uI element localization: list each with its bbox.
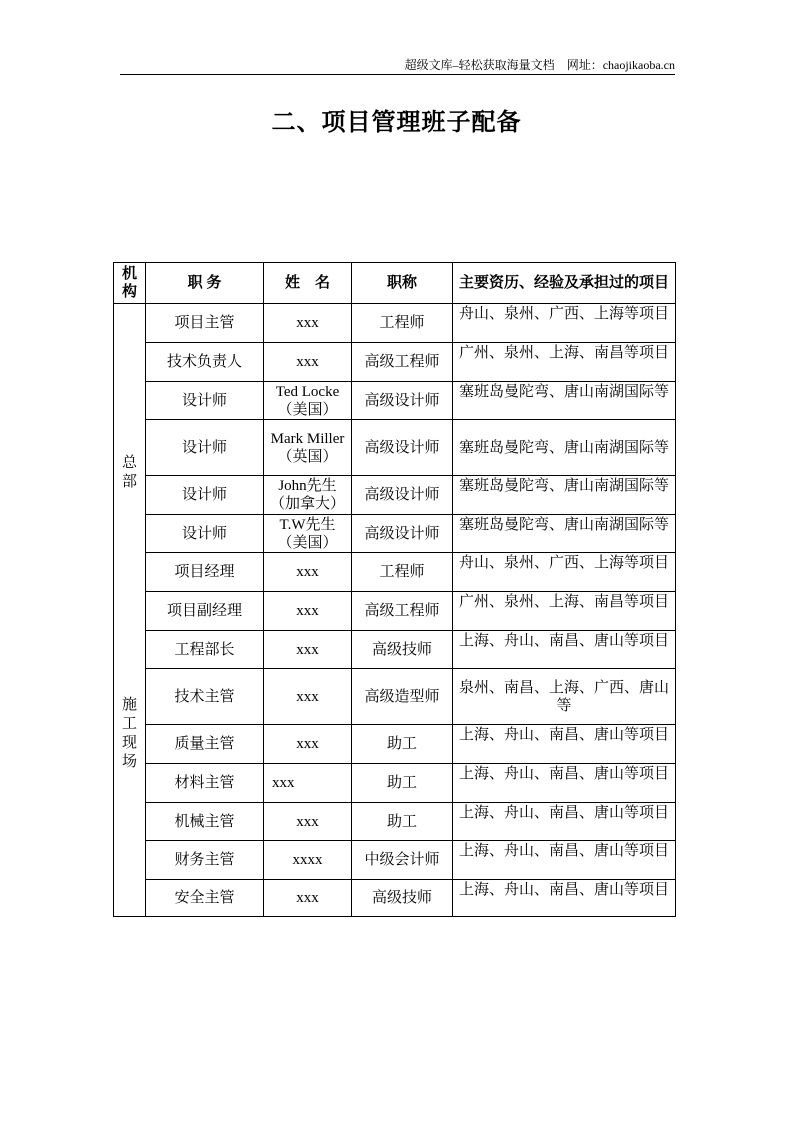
name-cell: xxxx	[264, 841, 352, 880]
title-cell: 高级设计师	[352, 420, 453, 476]
experience-cell: 舟山、泉州、广西、上海等项目	[453, 553, 676, 592]
experience-cell: 塞班岛曼陀弯、唐山南湖国际等	[453, 515, 676, 553]
experience-cell: 塞班岛曼陀弯、唐山南湖国际等	[453, 420, 676, 476]
table-row	[114, 592, 676, 631]
name-cell: xxx	[264, 553, 352, 592]
header-rule	[120, 74, 675, 75]
title-cell: 工程师	[352, 304, 453, 343]
title-cell: 高级造型师	[352, 669, 453, 725]
table-row	[114, 515, 676, 553]
header-url: 网址：chaojikaoba.cn	[566, 58, 675, 72]
title-cell: 助工	[352, 764, 453, 803]
table-row	[114, 880, 676, 917]
experience-cell: 塞班岛曼陀弯、唐山南湖国际等	[453, 382, 676, 420]
table-row	[114, 803, 676, 841]
role-cell: 安全主管	[146, 880, 264, 917]
name-cell: xxx	[264, 304, 352, 343]
table-row	[114, 764, 676, 803]
experience-cell: 上海、舟山、南昌、唐山等项目	[453, 725, 676, 764]
title-cell: 高级技师	[352, 631, 453, 669]
name-cell: T.W先生（美国）	[264, 515, 352, 553]
table-row	[114, 304, 676, 343]
name-cell: John先生（加拿大）	[264, 476, 352, 515]
col-header-title: 职称	[352, 263, 453, 304]
name-cell: xxx	[264, 631, 352, 669]
col-header-name: 姓 名	[264, 263, 352, 304]
title-cell: 高级工程师	[352, 343, 453, 382]
experience-cell: 泉州、南昌、上海、广西、唐山等	[453, 669, 676, 725]
title-cell: 助工	[352, 803, 453, 841]
role-cell: 设计师	[146, 476, 264, 515]
col-header-experience: 主要资历、经验及承担过的项目	[453, 263, 676, 304]
header-site: 超级文库–轻松获取海量文档	[404, 58, 555, 72]
experience-cell: 广州、泉州、上海、南昌等项目	[453, 592, 676, 631]
title-cell: 高级工程师	[352, 592, 453, 631]
role-cell: 设计师	[146, 515, 264, 553]
table-row	[114, 343, 676, 382]
title-cell: 中级会计师	[352, 841, 453, 880]
group-hq: 总部	[121, 455, 137, 490]
role-cell: 机械主管	[146, 803, 264, 841]
experience-cell: 上海、舟山、南昌、唐山等项目	[453, 631, 676, 669]
role-cell: 项目副经理	[146, 592, 264, 631]
table-row	[114, 669, 676, 725]
table-row	[114, 631, 676, 669]
table-row	[114, 382, 676, 420]
experience-cell: 上海、舟山、南昌、唐山等项目	[453, 764, 676, 803]
name-cell: xxx	[264, 592, 352, 631]
title-cell: 高级设计师	[352, 476, 453, 515]
role-cell: 项目经理	[146, 553, 264, 592]
title-cell: 高级设计师	[352, 382, 453, 420]
title-cell: 工程师	[352, 553, 453, 592]
experience-cell: 舟山、泉州、广西、上海等项目	[453, 304, 676, 343]
title-cell: 助工	[352, 725, 453, 764]
name-cell: xxx	[264, 803, 352, 841]
role-cell: 财务主管	[146, 841, 264, 880]
role-cell: 技术主管	[146, 669, 264, 725]
experience-cell: 上海、舟山、南昌、唐山等项目	[453, 803, 676, 841]
page-header	[120, 56, 675, 73]
name-cell: xxx	[264, 669, 352, 725]
experience-cell: 广州、泉州、上海、南昌等项目	[453, 343, 676, 382]
name-cell: xxx	[264, 725, 352, 764]
role-cell: 项目主管	[146, 304, 264, 343]
name-cell: xxx	[264, 764, 352, 803]
staff-table	[113, 262, 676, 917]
name-cell: xxx	[264, 343, 352, 382]
table-row	[114, 725, 676, 764]
role-cell: 设计师	[146, 382, 264, 420]
experience-cell: 上海、舟山、南昌、唐山等项目	[453, 880, 676, 917]
role-cell: 质量主管	[146, 725, 264, 764]
role-cell: 设计师	[146, 420, 264, 476]
role-cell: 材料主管	[146, 764, 264, 803]
table-row	[114, 553, 676, 592]
col-header-role: 职 务	[146, 263, 264, 304]
name-cell: Ted Locke（美国）	[264, 382, 352, 420]
page-title: 二、项目管理班子配备	[271, 108, 522, 136]
table-row	[114, 420, 676, 476]
title-cell: 高级技师	[352, 880, 453, 917]
table-row	[114, 841, 676, 880]
col-header-org: 机构	[114, 263, 146, 304]
role-cell: 工程部长	[146, 631, 264, 669]
role-cell: 技术负责人	[146, 343, 264, 382]
table-row	[114, 476, 676, 515]
title-cell: 高级设计师	[352, 515, 453, 553]
group-site: 施工现场	[121, 697, 137, 770]
org-cell	[114, 304, 146, 917]
experience-cell: 塞班岛曼陀弯、唐山南湖国际等	[453, 476, 676, 515]
name-cell: xxx	[264, 880, 352, 917]
experience-cell: 上海、舟山、南昌、唐山等项目	[453, 841, 676, 880]
name-cell: Mark Miller（英国）	[264, 420, 352, 476]
